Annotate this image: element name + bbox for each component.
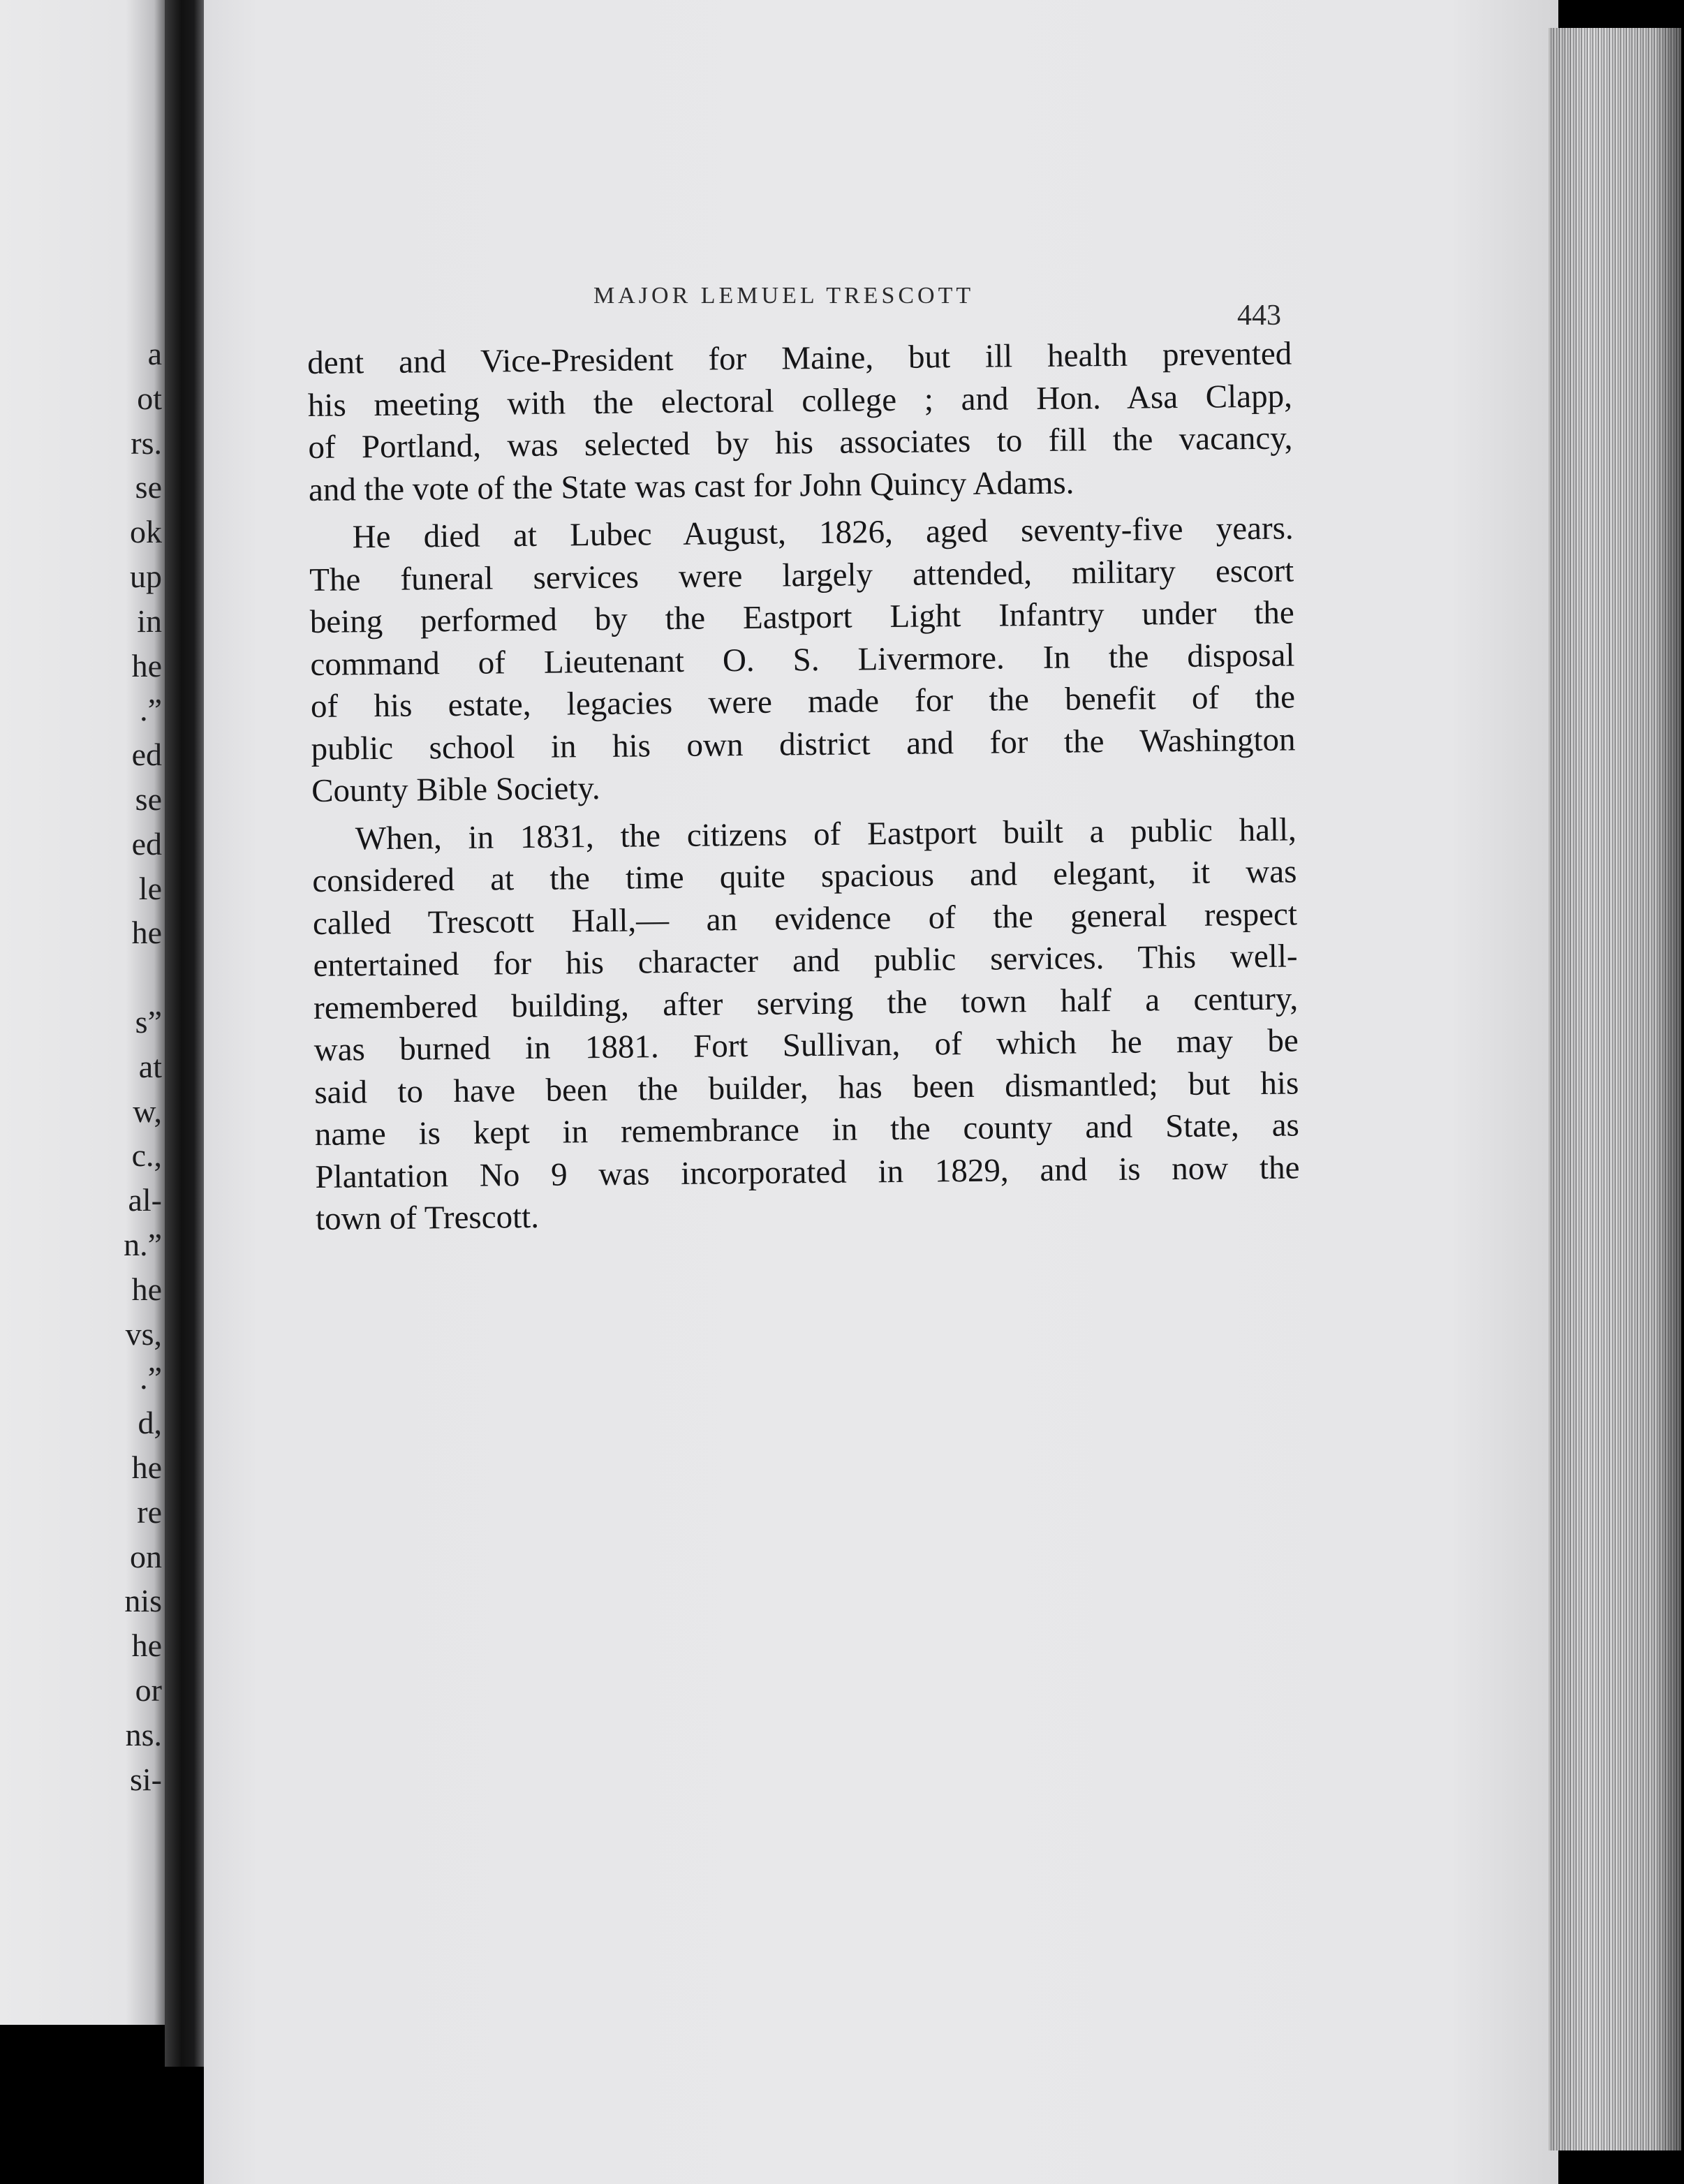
text-line: command of Lieutenant O. S. Livermore. In the disposal [310, 636, 1295, 683]
text-line: was burned in 1881. Fort Sullivan, of which he may be [313, 1022, 1299, 1068]
left-page-fragment: he [131, 1628, 162, 1664]
left-page-fragment: si- [130, 1761, 162, 1797]
left-page-fragment: .” [140, 1360, 162, 1396]
left-page-fragment: he [131, 915, 162, 951]
text-line: Plantation No 9 was incorporated in 1829, and is now the [315, 1149, 1300, 1195]
left-page-fragment: in [137, 603, 162, 639]
text-line: considered at the time quite spacious and elegant, it was [312, 853, 1297, 899]
text-line: County Bible Society. [311, 770, 600, 809]
text-line: and the vote of the State was cast for John Quincy Adams. [308, 464, 1074, 508]
text-line: his meeting with the electoral college ; and Hon. Asa Clapp, [307, 377, 1293, 424]
text-line: remembered building, after serving the town half a century, [313, 980, 1299, 1026]
paragraph [312, 809, 1301, 1241]
left-page-fragment: c., [131, 1137, 162, 1174]
left-page-fragment: n.” [124, 1227, 162, 1262]
paragraph [309, 507, 1296, 812]
text-line: of his estate, legacies were made for the benefit of the [310, 679, 1296, 725]
left-page-fragment: le [138, 870, 162, 906]
text-line: dent and Vice-President for Maine, but ill health prevented [307, 335, 1292, 381]
left-page-fragment: nis [124, 1583, 162, 1619]
left-page-fragment: se [135, 781, 162, 817]
text-line: entertained for his character and public services. This well- [313, 938, 1298, 984]
left-page-fragment: se [135, 469, 162, 506]
left-page-fragment: ot [137, 380, 162, 416]
text-line: said to have been the builder, has been dismantled; but his [314, 1064, 1299, 1111]
left-page-fragment: vs, [125, 1315, 162, 1352]
running-head: MAJOR LEMUEL TRESCOTT [593, 283, 975, 309]
left-page-fragment: al- [128, 1182, 162, 1218]
left-page-fragment: at [138, 1048, 162, 1084]
left-page-fragment: w, [133, 1093, 162, 1129]
left-page-fragment: d, [138, 1405, 162, 1441]
left-page-fragment: re [137, 1493, 162, 1530]
left-page-fragment: s” [135, 1004, 162, 1040]
page-edge-shading [1549, 28, 1681, 2150]
left-page-fragment: he [131, 1271, 162, 1307]
left-page-fragment: ed [131, 825, 162, 862]
text-line: of Portland, was selected by his associates to fill the vacancy, [308, 420, 1293, 466]
book-gutter [165, 0, 207, 2067]
left-page-fragment: on [130, 1538, 162, 1574]
left-page-fragment: he [131, 1449, 162, 1485]
text-line: being performed by the Eastport Light Infantry under the [309, 594, 1295, 640]
text-line: name is kept in remembrance in the county and State, as [314, 1107, 1300, 1153]
left-page-fragment: ns. [125, 1716, 162, 1753]
text-line: The funeral services were largely attended, military escort [309, 552, 1294, 598]
text-line: public school in his own district and for the Washington [311, 721, 1296, 767]
left-page-fragment: up [130, 559, 162, 594]
left-page-fragment: ed [131, 737, 162, 773]
text-line: town of Trescott. [315, 1198, 540, 1237]
text-line: He died at Lubec August, 1826, aged seventy-five years. [352, 510, 1294, 556]
body-text [307, 332, 1300, 1240]
left-page-fragment: rs. [131, 425, 162, 461]
left-page-text-fragments [0, 0, 168, 2025]
text-line: When, in 1831, the citizens of Eastport built a public hall, [355, 811, 1297, 857]
left-page-fragment: he [131, 647, 162, 684]
left-page-fragment: a [147, 336, 162, 371]
page-number: 443 [1237, 300, 1281, 332]
paragraph [307, 332, 1293, 511]
left-page-fragment: ok [130, 514, 162, 550]
left-page-fragment: .” [140, 692, 162, 728]
left-page-fragment: or [135, 1672, 162, 1708]
text-line: called Trescott Hall,— an evidence of the general respect [312, 895, 1298, 942]
